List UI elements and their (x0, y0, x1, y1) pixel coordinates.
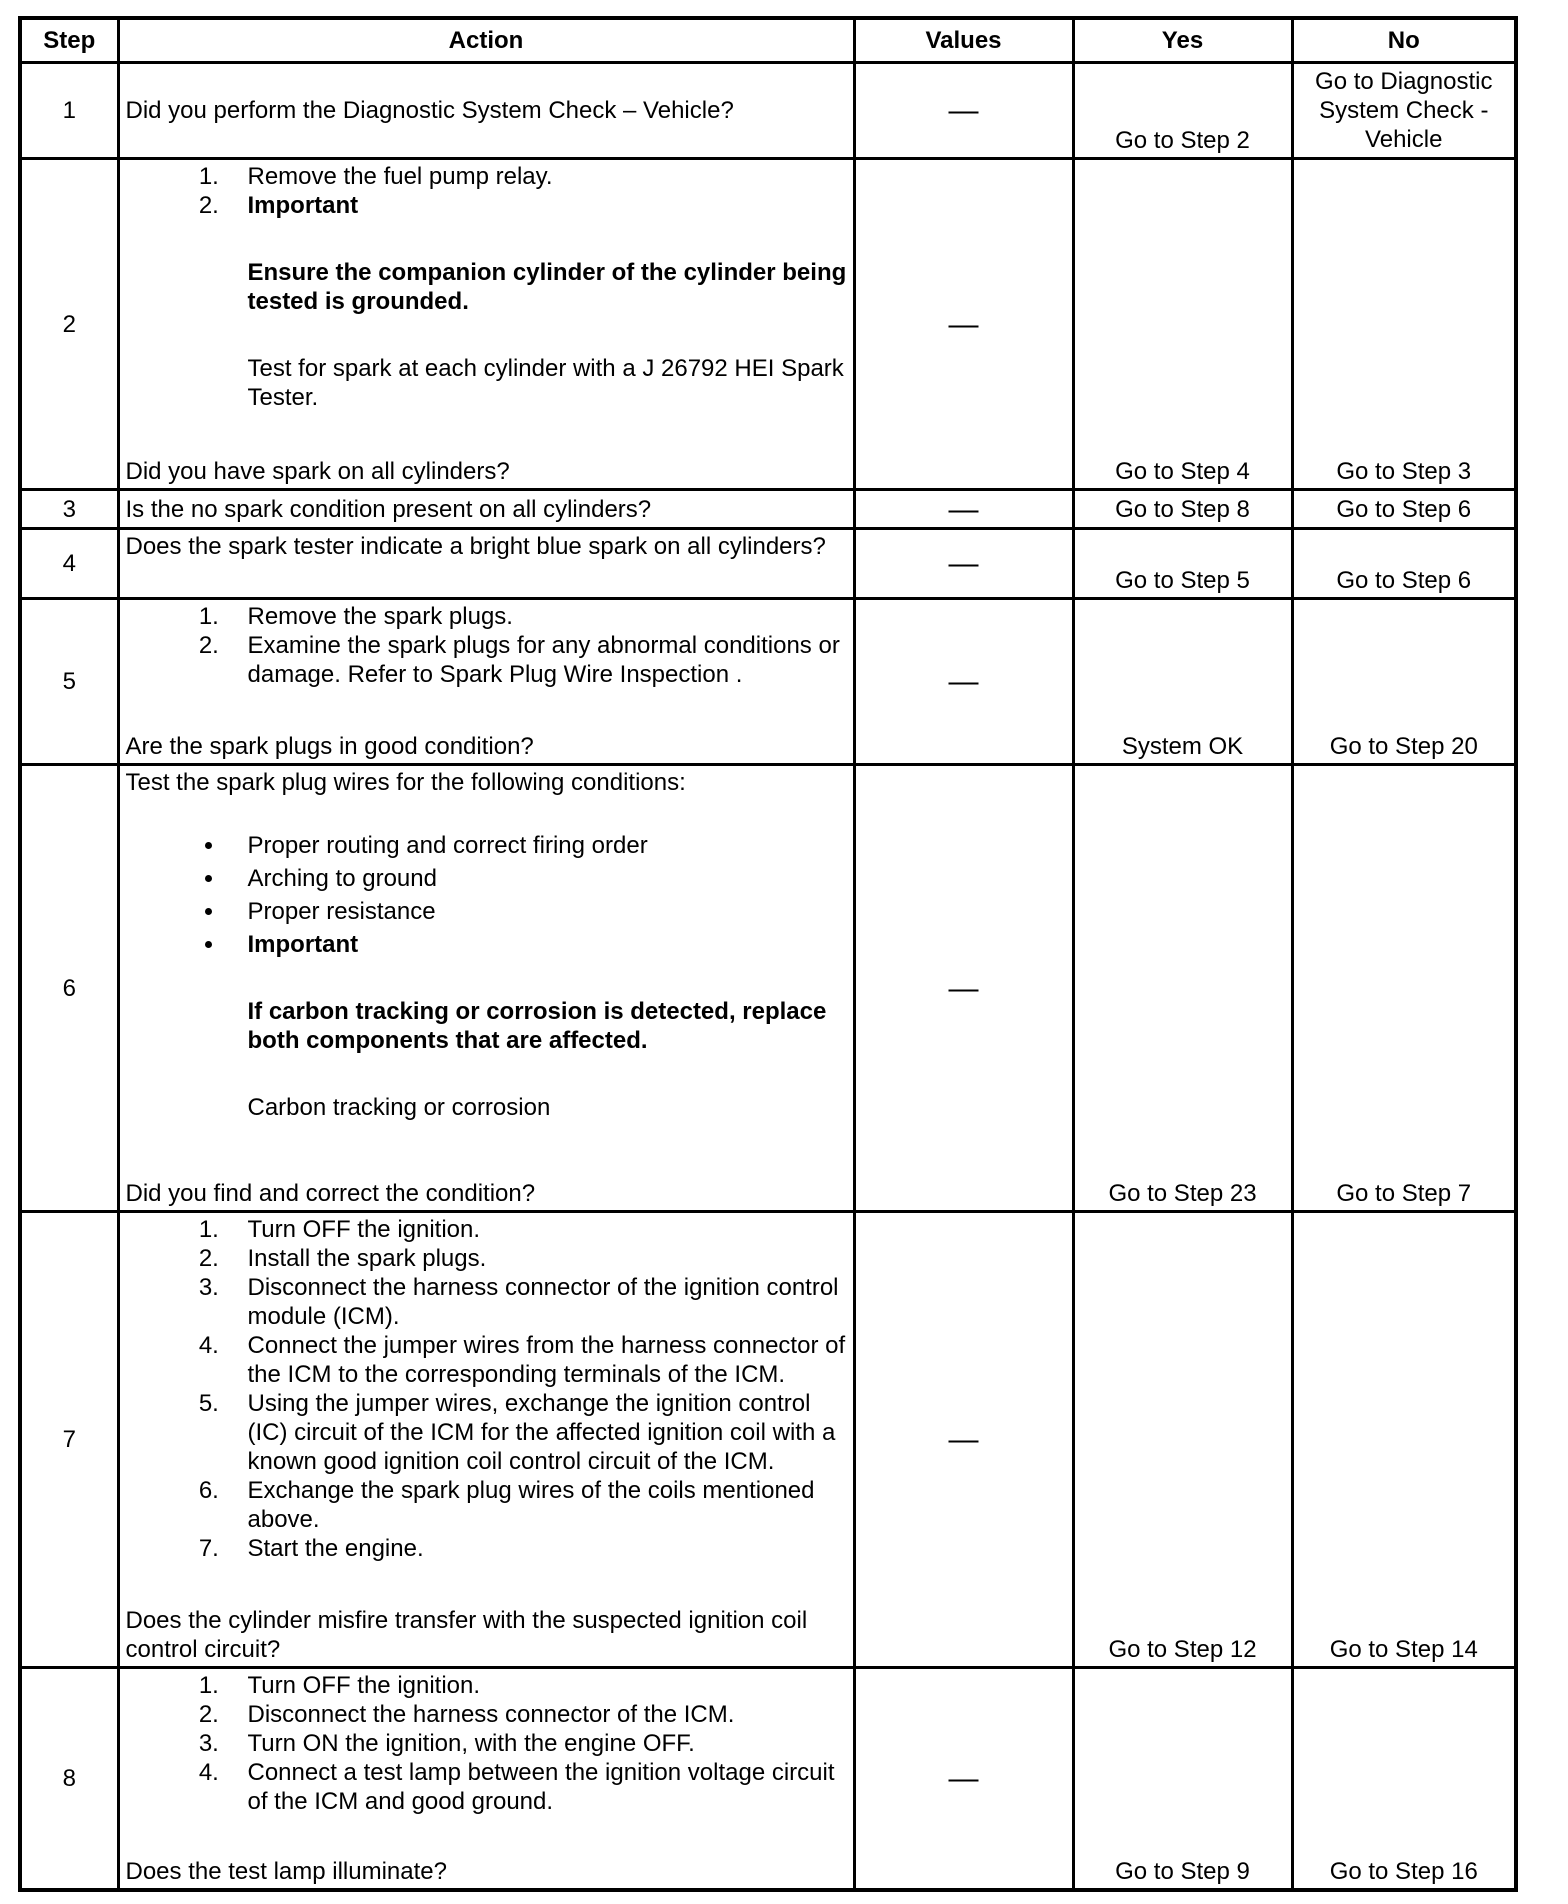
action-step: 6. Exchange the spark plug wires of the coils mentioned above. (226, 1476, 847, 1534)
table-row (20, 159, 1516, 490)
action-step: 4. Connect a test lamp between the ignition voltage circuit of the ICM and good ground. (226, 1758, 847, 1816)
action-cell (118, 529, 854, 599)
action-steps (126, 1215, 847, 1563)
header-no: No (1292, 18, 1516, 63)
no-result: Go to Step 6 (1292, 490, 1516, 529)
question-text: Is the no spark condition present on all cylinders? (125, 495, 652, 523)
action-step: 1. Turn OFF the ignition. (226, 1215, 847, 1244)
action-steps (126, 1671, 847, 1816)
table-row (20, 490, 1516, 529)
step-number: 6 (20, 765, 118, 1212)
table-row (20, 1212, 1516, 1668)
action-step: 2. Install the spark plugs. (226, 1244, 847, 1273)
question-text: Did you perform the Diagnostic System Check – Vehicle? (125, 97, 734, 124)
action-cell (118, 1212, 854, 1668)
yes-result: Go to Step 4 (1073, 159, 1292, 490)
action-step: 2. Examine the spark plugs for any abnormal conditions or damage. Refer to Spark Plug Wire Inspection . (226, 631, 847, 689)
header-values: Values (854, 18, 1073, 63)
values-cell: — (854, 765, 1073, 1212)
yes-result: System OK (1073, 599, 1292, 765)
action-step: 4. Connect the jumper wires from the harness connector of the ICM to the corresponding terminals of the ICM. (226, 1331, 847, 1389)
table-header-row (20, 18, 1516, 63)
action-cell (118, 599, 854, 765)
values-cell: — (854, 159, 1073, 490)
no-result: Go to Step 16 (1292, 1668, 1516, 1890)
yes-result: Go to Step 23 (1073, 765, 1292, 1212)
question-text: Are the spark plugs in good condition? (125, 733, 534, 760)
header-step: Step (20, 18, 118, 63)
yes-result: Go to Step 8 (1073, 490, 1292, 529)
step-number: 5 (20, 599, 118, 765)
action-cell (118, 63, 854, 159)
yes-result: Go to Step 5 (1073, 529, 1292, 599)
values-cell: — (854, 599, 1073, 765)
important-label: 2. Important Ensure the companion cylinder of the cylinder being tested is grounded. Test for spark at each cylinder with a J 26792 HEI Spark Tester. (226, 191, 847, 412)
step-number: 1 (20, 63, 118, 159)
question-text: Does the spark tester indicate a bright blue spark on all cylinders? (125, 533, 826, 560)
action-cell (118, 765, 854, 1212)
question-text: Does the test lamp illuminate? (125, 1857, 447, 1885)
question-text: Does the cylinder misfire transfer with the suspected ignition coil control circuit? (125, 1607, 808, 1663)
values-cell: — (854, 1668, 1073, 1890)
action-step: 5. Using the jumper wires, exchange the ignition control (IC) circuit of the ICM for the affected ignition coil with a known good ignition coil control circuit of the ICM. (226, 1389, 847, 1476)
action-cell (118, 1668, 854, 1890)
header-yes: Yes (1073, 18, 1292, 63)
values-cell: — (854, 1212, 1073, 1668)
no-result: Go to Step 7 (1292, 765, 1516, 1212)
important-note: Ensure the companion cylinder of the cylinder being tested is grounded. (247, 259, 847, 315)
action-cell (118, 490, 854, 529)
instruction-text: Test for spark at each cylinder with a J 26792 HEI Spark Tester. (247, 355, 844, 411)
table-row (20, 1668, 1516, 1890)
table-row (20, 599, 1516, 765)
values-cell: — (854, 63, 1073, 159)
action-step: 1. Remove the fuel pump relay. (226, 162, 847, 191)
yes-result: Go to Step 2 (1073, 63, 1292, 159)
diagnostic-table (18, 16, 1518, 1892)
values-cell: — (854, 490, 1073, 529)
step-number: 8 (20, 1668, 118, 1890)
condition-item: • Proper resistance (226, 897, 847, 926)
important-label: • Important If carbon tracking or corrosion is detected, replace both components that are affected. Carbon tracking or corrosion (226, 930, 847, 1122)
no-result: Go to Step 3 (1292, 159, 1516, 490)
yes-result: Go to Step 9 (1073, 1668, 1292, 1890)
action-steps (126, 162, 847, 412)
action-step: 7. Start the engine. (226, 1534, 847, 1563)
step-number: 4 (20, 529, 118, 599)
action-step: 1. Turn OFF the ignition. (226, 1671, 847, 1700)
action-step: 3. Disconnect the harness connector of the ignition control module (ICM). (226, 1273, 847, 1331)
condition-list (126, 831, 847, 1126)
no-result: Go to Step 20 (1292, 599, 1516, 765)
no-result: Go to Diagnostic System Check - Vehicle (1292, 63, 1516, 159)
action-step: 3. Turn ON the ignition, with the engine OFF. (226, 1729, 847, 1758)
instruction-text: Carbon tracking or corrosion (247, 1094, 551, 1121)
important-note: If carbon tracking or corrosion is detected, replace both components that are affected. (247, 998, 827, 1054)
step-number: 3 (20, 490, 118, 529)
question-text: Did you find and correct the condition? (125, 1180, 536, 1207)
table-row (20, 765, 1516, 1212)
table-row (20, 63, 1516, 159)
intro-text: Test the spark plug wires for the following conditions: (125, 769, 686, 796)
step-number: 7 (20, 1212, 118, 1668)
action-step: 1. Remove the spark plugs. (226, 602, 847, 631)
values-cell: — (854, 529, 1073, 599)
condition-item: • Proper routing and correct firing order (226, 831, 847, 860)
yes-result: Go to Step 12 (1073, 1212, 1292, 1668)
no-result: Go to Step 6 (1292, 529, 1516, 599)
table-row (20, 529, 1516, 599)
action-steps (126, 602, 847, 689)
action-step: 2. Disconnect the harness connector of the ICM. (226, 1700, 847, 1729)
action-cell (118, 159, 854, 490)
header-action: Action (118, 18, 854, 63)
step-number: 2 (20, 159, 118, 490)
condition-item: • Arching to ground (226, 864, 847, 893)
no-result: Go to Step 14 (1292, 1212, 1516, 1668)
question-text: Did you have spark on all cylinders? (125, 458, 510, 485)
